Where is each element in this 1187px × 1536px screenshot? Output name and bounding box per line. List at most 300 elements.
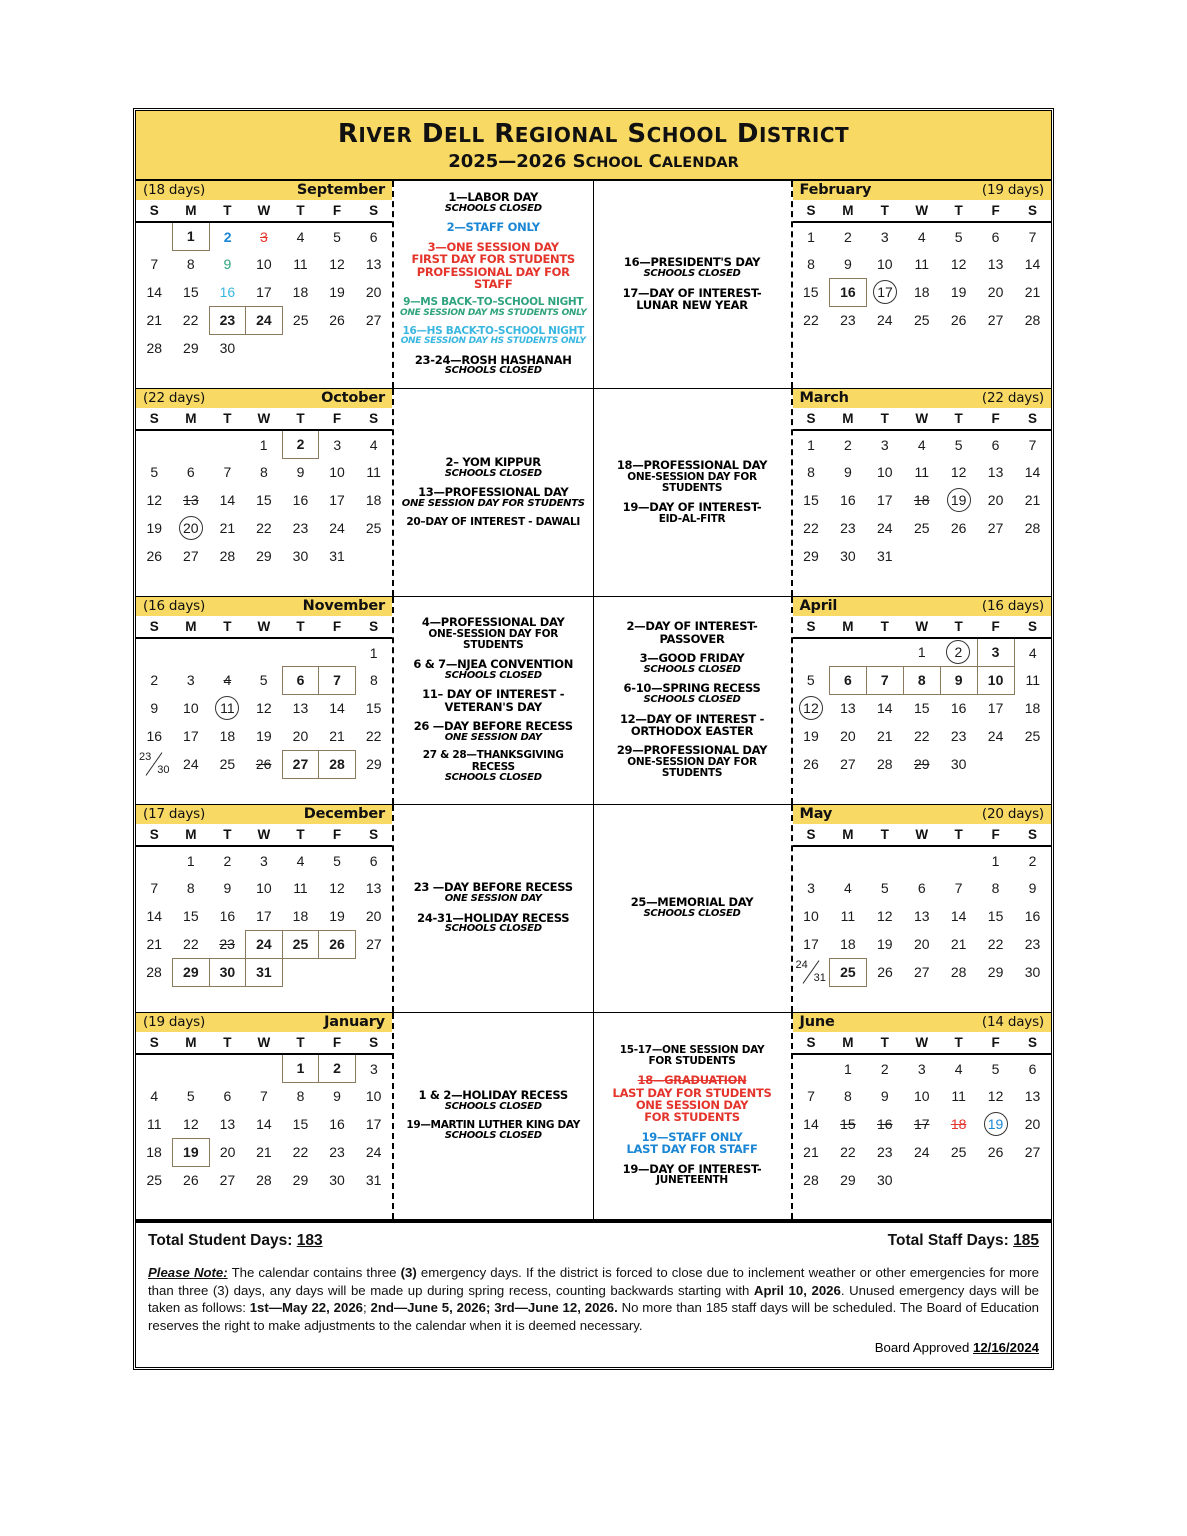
day-cell[interactable]: 26 [987, 1144, 1004, 1160]
day-cell[interactable]: 11 [293, 256, 308, 272]
day-cell[interactable]: 11 [914, 464, 929, 480]
day-cell[interactable]: 13 [987, 464, 1004, 480]
day-cell[interactable]: 6 [282, 666, 319, 694]
day-cell[interactable]: 1 [259, 436, 268, 453]
day-cell[interactable]: 17 [987, 700, 1004, 717]
day-cell[interactable]: 6 [917, 880, 926, 896]
day-cell[interactable]: 8 [296, 1088, 305, 1105]
day-cell[interactable]: 7 [319, 666, 356, 694]
day-cell[interactable]: 16 [829, 278, 866, 306]
day-cell[interactable]: 23 [840, 312, 856, 329]
day-cell[interactable]: 1 [173, 222, 210, 250]
day-cell[interactable]: 29 [987, 964, 1004, 980]
day-cell[interactable]: 15 [802, 284, 819, 300]
day-cell[interactable]: 18 [913, 284, 930, 300]
day-cell[interactable]: 23 [292, 520, 309, 536]
day-cell[interactable]: 24 [246, 306, 283, 334]
day-cell[interactable]: 26 [183, 1172, 199, 1189]
day-cell[interactable]: 10 [329, 464, 345, 480]
day-cell[interactable]: 24 [329, 520, 345, 536]
day-cell[interactable]: 9 [843, 255, 852, 272]
day-cell[interactable]: 27 [219, 1172, 236, 1188]
day-cell[interactable]: 14 [1024, 256, 1041, 272]
day-cell[interactable]: 22 [987, 936, 1004, 952]
day-cell[interactable]: 4 [150, 1088, 159, 1104]
day-cell[interactable]: 26 [255, 756, 272, 772]
day-cell[interactable]: 1 [369, 644, 378, 661]
day-cell[interactable]: 11 [840, 908, 856, 924]
day-cell[interactable]: 28 [1024, 520, 1041, 536]
day-cell[interactable]: 19 [329, 284, 345, 300]
day-cell[interactable]: 9 [1028, 880, 1037, 896]
day-cell[interactable]: 20 [987, 284, 1004, 300]
day-cell[interactable]: 24 [183, 756, 199, 772]
day-cell[interactable]: 4 [369, 436, 378, 453]
day-cell[interactable]: 24 [913, 1144, 930, 1160]
day-cell[interactable]: 30 [877, 1172, 893, 1188]
day-cell[interactable]: 15 [840, 1116, 856, 1132]
day-cell[interactable]: 18 [146, 1144, 162, 1160]
day-cell[interactable]: 2 [319, 1054, 356, 1082]
day-cell[interactable]: 31 [246, 958, 283, 986]
day-cell[interactable]: 14 [877, 700, 893, 717]
day-cell[interactable]: 16 [1024, 908, 1041, 924]
day-cell[interactable]: 15 [803, 492, 819, 508]
day-cell[interactable]: 12 [256, 700, 272, 716]
day-cell[interactable]: 5 [259, 672, 268, 688]
day-cell[interactable]: 17 [803, 936, 819, 952]
day-cell[interactable]: 23 [219, 935, 235, 952]
day-cell[interactable]: 1 [991, 852, 1000, 869]
day-cell[interactable]: 21 [1024, 284, 1041, 300]
day-cell[interactable]: 29 [292, 1172, 309, 1188]
day-cell[interactable]: 29 [366, 756, 382, 772]
day-cell[interactable]: 2 [843, 228, 852, 245]
day-cell[interactable]: 30 [1024, 964, 1041, 980]
day-cell[interactable]: 20 [292, 727, 309, 744]
day-cell[interactable]: 29 [183, 340, 199, 356]
day-cell[interactable]: 9 [296, 464, 305, 481]
day-cell[interactable]: 17 [365, 1116, 382, 1132]
day-cell[interactable]: 5 [991, 1060, 1000, 1077]
day-cell[interactable]: 3 [260, 228, 268, 245]
day-cell[interactable]: 2 [880, 1060, 889, 1077]
day-cell[interactable]: 7 [150, 880, 159, 896]
day-cell[interactable]: 30 [209, 958, 246, 986]
day-cell[interactable]: 29 [256, 548, 272, 564]
day-cell[interactable]: 11 [951, 1088, 966, 1104]
day-cell[interactable]: 3 [807, 880, 815, 896]
day-cell[interactable]: 2 [282, 430, 319, 458]
day-cell[interactable]: 29 [913, 756, 930, 772]
day-cell[interactable]: 2 [1028, 852, 1037, 869]
day-cell[interactable]: 26 [803, 756, 819, 772]
day-cell[interactable]: 30 [840, 548, 856, 564]
day-cell[interactable]: 19 [256, 728, 272, 744]
day-cell[interactable]: 2 [843, 436, 852, 453]
day-cell[interactable]: 15 [913, 700, 930, 717]
day-cell[interactable]: 9 [223, 880, 232, 896]
day-cell[interactable]: 13 [913, 908, 930, 924]
day-cell[interactable]: 20 [913, 936, 930, 952]
day-cell[interactable]: 5 [880, 880, 889, 896]
day-cell[interactable]: 5 [954, 228, 963, 245]
day-cell[interactable]: 5 [186, 1088, 195, 1104]
day-cell[interactable]: 18 [292, 907, 309, 924]
day-cell[interactable]: 10 [256, 256, 272, 272]
day-cell[interactable]: 9 [880, 1088, 889, 1104]
day-cell[interactable]: 4 [223, 672, 232, 688]
day-cell[interactable]: 30 [950, 756, 967, 772]
day-cell[interactable]: 1 [282, 1054, 319, 1082]
day-cell[interactable]: 16 [329, 1116, 345, 1132]
day-cell[interactable]: 8 [807, 464, 815, 480]
day-cell[interactable]: 16 [146, 728, 163, 744]
day-cell[interactable]: 15 [292, 1116, 309, 1132]
day-cell[interactable]: 4 [296, 852, 305, 869]
day-cell[interactable]: 27 [1024, 1144, 1041, 1160]
day-cell[interactable]: 28 [146, 340, 163, 356]
day-cell[interactable]: 13 [219, 1116, 236, 1132]
day-cell[interactable]: 15 [987, 908, 1004, 924]
day-cell[interactable]: 4 [954, 1060, 963, 1077]
day-cell[interactable]: 17 [913, 1116, 930, 1132]
day-cell[interactable]: 9 [223, 256, 232, 272]
day-cell[interactable]: 28 [803, 1172, 819, 1188]
day-cell[interactable]: 28 [256, 1172, 272, 1188]
day-cell[interactable]: 26 [950, 312, 967, 328]
day-cell[interactable]: 18 [292, 284, 309, 300]
day-cell[interactable]: 6 [369, 228, 378, 245]
day-cell[interactable]: 10 [256, 880, 272, 896]
day-cell[interactable]: 10 [877, 256, 893, 272]
day-cell[interactable]: 18 [219, 728, 236, 744]
day-cell[interactable]: 3 [369, 1060, 378, 1077]
day-cell[interactable]: 27 [913, 964, 930, 980]
day-cell[interactable]: 10 [183, 700, 199, 716]
day-cell[interactable]: 5 [333, 852, 341, 869]
day-cell[interactable]: 15 [183, 284, 199, 300]
day-cell[interactable]: 16 [950, 700, 967, 717]
day-cell[interactable]: 6 [1028, 1060, 1037, 1077]
day-cell[interactable]: 10 [977, 666, 1014, 694]
day-cell[interactable]: 6 [991, 228, 1000, 245]
day-cell[interactable]: 1 [843, 1060, 852, 1077]
day-cell[interactable]: 3 [333, 436, 342, 453]
day-cell[interactable]: 8 [807, 256, 815, 272]
day-cell[interactable]: 14 [146, 284, 163, 300]
day-cell-split[interactable]: 23 30 [139, 751, 170, 776]
day-cell[interactable]: 3 [260, 852, 268, 869]
day-cell[interactable]: 15 [256, 492, 272, 508]
day-cell[interactable]: 12 [329, 880, 345, 896]
day-cell[interactable]: 19 [329, 907, 345, 924]
day-cell[interactable]: 22 [256, 520, 272, 536]
day-cell[interactable]: 20 [840, 728, 856, 744]
day-cell[interactable]: 8 [260, 464, 268, 480]
day-cell[interactable]: 13 [1024, 1088, 1041, 1104]
day-cell[interactable]: 22 [183, 935, 199, 952]
day-cell[interactable]: 2 [223, 228, 232, 245]
day-cell[interactable]: 11 [293, 880, 308, 896]
day-cell[interactable]: 21 [1024, 492, 1041, 508]
day-cell[interactable]: 17 [256, 283, 272, 300]
day-cell[interactable]: 6 [991, 436, 1000, 453]
day-cell[interactable]: 17 [866, 278, 903, 306]
day-cell[interactable]: 1 [917, 644, 926, 661]
day-cell[interactable]: 12 [950, 464, 967, 480]
day-cell[interactable]: 13 [987, 256, 1004, 272]
day-cell[interactable]: 10 [877, 464, 893, 480]
day-cell[interactable]: 25 [950, 1144, 967, 1160]
day-cell[interactable]: 29 [840, 1172, 856, 1188]
day-cell[interactable]: 22 [840, 1144, 856, 1160]
day-cell[interactable]: 27 [987, 312, 1004, 328]
day-cell[interactable]: 30 [219, 340, 236, 357]
day-cell[interactable]: 19 [950, 284, 967, 300]
day-cell[interactable]: 20 [365, 284, 382, 300]
day-cell[interactable]: 20 [219, 1144, 236, 1160]
day-cell[interactable]: 6 [829, 666, 866, 694]
day-cell[interactable]: 10 [365, 1088, 382, 1104]
day-cell[interactable]: 26 [146, 548, 163, 564]
day-cell[interactable]: 14 [256, 1116, 272, 1132]
day-cell[interactable]: 18 [1024, 700, 1041, 716]
day-cell[interactable]: 8 [843, 1088, 852, 1104]
day-cell[interactable]: 21 [329, 727, 345, 744]
day-cell[interactable]: 20 [1024, 1116, 1041, 1132]
day-cell[interactable]: 16 [292, 492, 309, 508]
day-cell[interactable]: 7 [150, 256, 159, 272]
day-cell[interactable]: 23 [329, 1144, 345, 1160]
day-cell[interactable]: 8 [186, 256, 195, 273]
day-cell[interactable]: 19 [146, 520, 163, 536]
day-cell[interactable]: 9 [150, 700, 159, 716]
day-cell[interactable]: 8 [186, 880, 195, 896]
day-cell[interactable]: 14 [146, 908, 163, 924]
day-cell[interactable]: 12 [329, 256, 345, 272]
day-cell[interactable]: 14 [219, 492, 236, 508]
day-cell[interactable]: 1 [807, 228, 815, 245]
day-cell[interactable]: 12 [877, 908, 893, 924]
day-cell[interactable]: 15 [365, 700, 382, 716]
day-cell[interactable]: 27 [840, 756, 856, 772]
day-cell[interactable]: 13 [183, 492, 199, 508]
day-cell[interactable]: 26 [319, 930, 356, 958]
day-cell[interactable]: 8 [991, 880, 1000, 896]
day-cell[interactable]: 2 [150, 672, 159, 688]
day-cell[interactable]: 5 [150, 464, 159, 480]
day-cell-split[interactable]: 24 31 [795, 959, 826, 984]
day-cell[interactable]: 4 [843, 880, 852, 896]
day-cell[interactable]: 19 [977, 1110, 1014, 1138]
day-cell[interactable]: 4 [1028, 644, 1037, 661]
day-cell[interactable]: 29 [803, 548, 819, 564]
day-cell[interactable]: 21 [146, 312, 163, 328]
day-cell[interactable]: 23 [877, 1144, 893, 1160]
day-cell[interactable]: 17 [183, 728, 199, 744]
day-cell[interactable]: 25 [1024, 728, 1041, 744]
day-cell[interactable]: 6 [186, 464, 195, 480]
day-cell[interactable]: 14 [329, 700, 345, 717]
day-cell[interactable]: 25 [829, 958, 866, 986]
day-cell[interactable]: 28 [950, 964, 967, 980]
day-cell[interactable]: 28 [877, 756, 893, 772]
day-cell[interactable]: 11 [1025, 672, 1041, 688]
day-cell[interactable]: 31 [329, 548, 345, 564]
day-cell[interactable]: 28 [146, 964, 162, 980]
day-cell[interactable]: 7 [260, 1088, 268, 1104]
day-cell[interactable]: 1 [186, 852, 195, 869]
day-cell[interactable]: 18 [365, 492, 382, 508]
day-cell[interactable]: 25 [146, 1172, 163, 1188]
day-cell[interactable]: 20 [173, 514, 210, 542]
day-cell[interactable]: 18 [913, 492, 930, 508]
day-cell[interactable]: 19 [803, 728, 819, 744]
day-cell[interactable]: 31 [877, 548, 893, 564]
day-cell[interactable]: 25 [219, 756, 236, 772]
day-cell[interactable]: 21 [256, 1144, 272, 1160]
day-cell[interactable]: 22 [803, 312, 819, 328]
day-cell[interactable]: 24 [987, 728, 1004, 744]
day-cell[interactable]: 28 [1024, 312, 1041, 328]
day-cell[interactable]: 13 [292, 700, 309, 717]
day-cell[interactable]: 16 [877, 1116, 893, 1132]
day-cell[interactable]: 2 [223, 852, 232, 869]
day-cell[interactable]: 13 [365, 256, 382, 272]
day-cell[interactable]: 14 [950, 908, 967, 924]
day-cell[interactable]: 23 [209, 306, 246, 334]
day-cell[interactable]: 7 [1028, 436, 1037, 453]
day-cell[interactable]: 17 [877, 492, 893, 508]
day-cell[interactable]: 12 [793, 694, 830, 722]
day-cell[interactable]: 11 [209, 694, 246, 722]
day-cell[interactable]: 28 [319, 750, 356, 778]
day-cell[interactable]: 16 [840, 492, 856, 508]
day-cell[interactable]: 5 [954, 436, 963, 453]
day-cell[interactable]: 11 [366, 464, 381, 480]
day-cell[interactable]: 25 [913, 312, 930, 328]
day-cell[interactable]: 22 [913, 728, 930, 744]
day-cell[interactable]: 16 [219, 283, 236, 300]
day-cell[interactable]: 5 [333, 228, 341, 245]
day-cell[interactable]: 26 [877, 964, 893, 980]
day-cell[interactable]: 19 [877, 936, 893, 952]
day-cell[interactable]: 22 [365, 728, 382, 744]
day-cell[interactable]: 23 [950, 728, 967, 744]
day-cell[interactable]: 9 [843, 464, 852, 480]
day-cell[interactable]: 27 [987, 520, 1004, 536]
day-cell[interactable]: 25 [365, 520, 382, 536]
day-cell[interactable]: 13 [365, 880, 382, 896]
day-cell[interactable]: 4 [917, 228, 926, 245]
day-cell[interactable]: 9 [940, 666, 977, 694]
day-cell[interactable]: 22 [182, 312, 199, 328]
day-cell[interactable]: 8 [903, 666, 940, 694]
day-cell[interactable]: 21 [877, 728, 893, 744]
day-cell[interactable]: 26 [329, 312, 345, 328]
day-cell[interactable]: 11 [147, 1116, 162, 1132]
day-cell[interactable]: 3 [977, 638, 1014, 666]
day-cell[interactable]: 15 [183, 908, 199, 924]
day-cell[interactable]: 20 [365, 908, 382, 924]
day-cell[interactable]: 6 [369, 852, 378, 869]
day-cell[interactable]: 30 [292, 548, 309, 564]
day-cell[interactable]: 26 [950, 520, 967, 536]
day-cell[interactable]: 21 [950, 936, 967, 952]
day-cell[interactable]: 12 [950, 256, 967, 272]
day-cell[interactable]: 25 [282, 930, 319, 958]
day-cell[interactable]: 25 [292, 312, 309, 328]
day-cell[interactable]: 7 [866, 666, 903, 694]
day-cell[interactable]: 3 [917, 1060, 926, 1077]
day-cell[interactable]: 24 [877, 520, 893, 536]
day-cell[interactable]: 7 [1028, 228, 1037, 245]
day-cell[interactable]: 27 [366, 936, 382, 952]
day-cell[interactable]: 7 [223, 464, 232, 480]
day-cell[interactable]: 17 [256, 907, 272, 924]
day-cell[interactable]: 31 [365, 1172, 382, 1188]
day-cell[interactable]: 19 [940, 486, 977, 514]
day-cell[interactable]: 3 [186, 672, 195, 688]
day-cell[interactable]: 24 [365, 1144, 382, 1160]
day-cell[interactable]: 14 [1024, 464, 1041, 480]
day-cell[interactable]: 4 [296, 228, 305, 245]
day-cell[interactable]: 3 [880, 436, 889, 453]
day-cell[interactable]: 22 [803, 520, 819, 536]
day-cell[interactable]: 27 [282, 750, 319, 778]
day-cell[interactable]: 11 [914, 256, 929, 272]
day-cell[interactable]: 21 [803, 1144, 819, 1160]
day-cell[interactable]: 21 [219, 520, 236, 536]
day-cell[interactable]: 5 [806, 672, 815, 688]
day-cell[interactable]: 16 [219, 908, 236, 924]
day-cell[interactable]: 10 [803, 908, 819, 924]
day-cell[interactable]: 6 [223, 1088, 232, 1104]
day-cell[interactable]: 12 [183, 1115, 199, 1132]
day-cell[interactable]: 21 [146, 936, 163, 952]
day-cell[interactable]: 30 [329, 1172, 345, 1188]
day-cell[interactable]: 28 [219, 548, 236, 564]
day-cell[interactable]: 4 [917, 436, 926, 453]
day-cell[interactable]: 25 [913, 520, 930, 536]
day-cell[interactable]: 7 [954, 880, 963, 896]
day-cell[interactable]: 27 [365, 312, 382, 328]
day-cell[interactable]: 3 [880, 228, 889, 245]
day-cell[interactable]: 18 [950, 1116, 967, 1132]
day-cell[interactable]: 20 [987, 492, 1004, 508]
day-cell[interactable]: 10 [913, 1088, 930, 1104]
day-cell[interactable]: 29 [173, 958, 210, 986]
day-cell[interactable]: 12 [987, 1088, 1004, 1104]
day-cell[interactable]: 22 [292, 1144, 309, 1160]
day-cell[interactable]: 13 [840, 700, 856, 717]
day-cell[interactable]: 24 [877, 312, 893, 328]
day-cell[interactable]: 23 [840, 520, 856, 536]
day-cell[interactable]: 9 [333, 1088, 341, 1105]
day-cell[interactable]: 2 [940, 638, 977, 666]
day-cell[interactable]: 7 [807, 1088, 815, 1104]
day-cell[interactable]: 14 [803, 1116, 819, 1132]
day-cell[interactable]: 27 [183, 548, 199, 564]
day-cell[interactable]: 23 [1024, 936, 1041, 952]
day-cell[interactable]: 8 [369, 672, 378, 688]
day-cell[interactable]: 18 [840, 935, 856, 952]
day-cell[interactable]: 1 [807, 436, 815, 453]
day-cell[interactable]: 24 [246, 930, 283, 958]
day-cell[interactable]: 19 [173, 1138, 210, 1166]
day-cell[interactable]: 17 [329, 492, 345, 508]
